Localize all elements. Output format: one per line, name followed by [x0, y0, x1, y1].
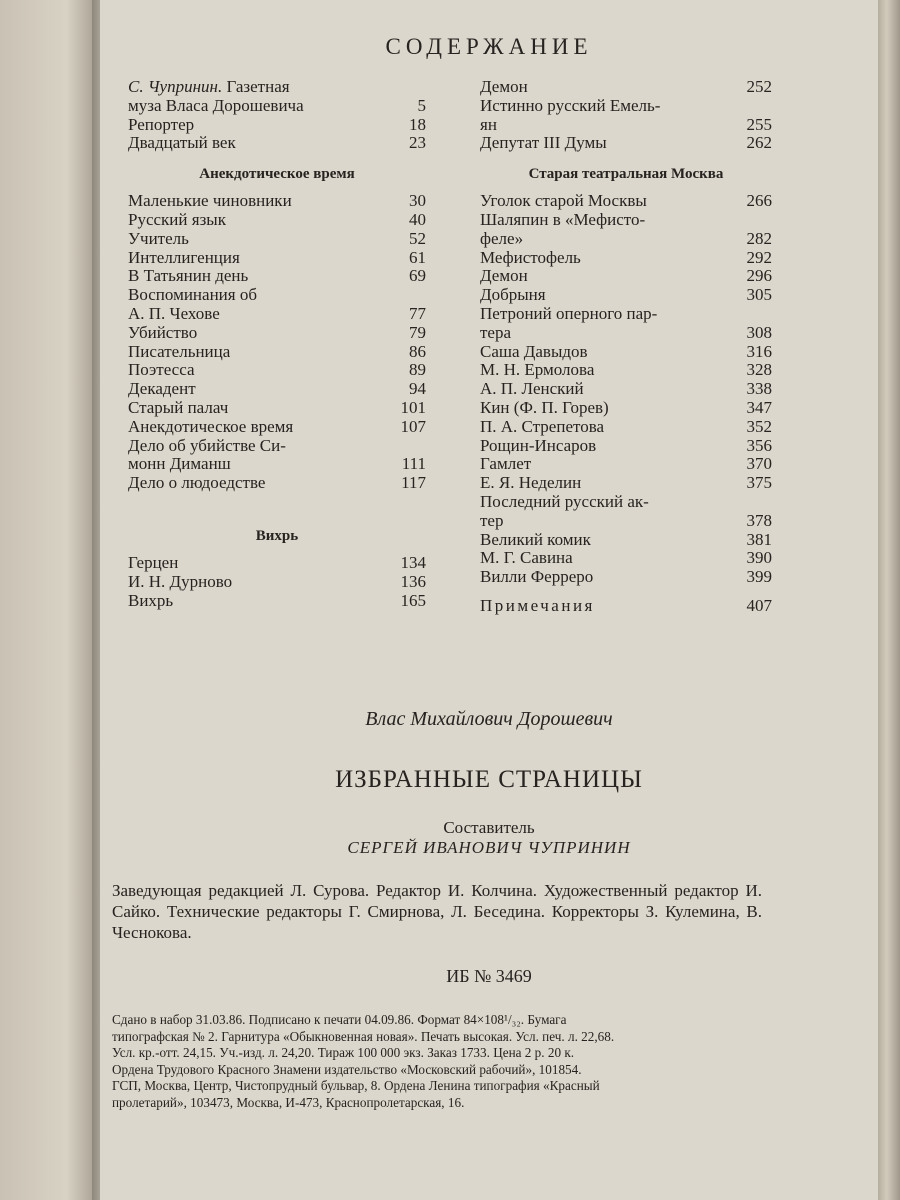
toc-entry-page: 61 [409, 247, 426, 267]
toc-entry-title: Гамлет [480, 454, 532, 474]
toc-entry [480, 343, 772, 362]
toc-entry-page: 390 [746, 548, 772, 568]
toc-entry [480, 192, 772, 211]
toc-entry-title: Вилли Ферреро [480, 567, 594, 587]
toc-entry-title: Писательница [128, 341, 231, 361]
toc-entry [480, 267, 772, 286]
toc-entry-page: 347 [746, 397, 772, 417]
toc-entry [128, 211, 426, 230]
imprint-line: Сдано в набор 31.03.86. Подписано к печати 04.09.86. Формат 84×108¹/₃₂. Бумага [112, 1012, 567, 1027]
toc-entry-title: Последний русский ак- [480, 491, 649, 511]
toc-entry-page: 282 [746, 228, 772, 248]
toc-entry-title: тер [480, 510, 504, 530]
toc-entry-title: Интеллигенция [128, 247, 240, 267]
toc-entry-title: Кин (Ф. П. Горев) [480, 397, 609, 417]
toc-entry [480, 78, 772, 97]
toc-entry-page: 352 [746, 416, 772, 436]
toc-entry-page: 111 [401, 454, 426, 474]
toc-entry-title: М. Н. Ермолова [480, 360, 595, 380]
toc-intro-group [128, 78, 426, 153]
toc-entry [480, 474, 772, 493]
toc-entry-page: 375 [746, 473, 772, 493]
toc-entry-title: Добрыня [480, 285, 546, 305]
toc-entry-page: 316 [746, 341, 772, 361]
toc-entry-title: Дело о людоедстве [128, 473, 266, 493]
toc-entry-page: 255 [746, 114, 772, 134]
toc-entry-notes [480, 597, 772, 616]
toc-entry-page: 399 [746, 567, 772, 587]
toc-entry [128, 267, 426, 286]
imprint-line: Ордена Трудового Красного Знамени издательство «Московский рабочий», 101854. [112, 1061, 582, 1077]
toc-entry-title: Шаляпин в «Мефисто- [480, 209, 646, 229]
toc-entry-page: 136 [400, 571, 426, 591]
toc-entry-page: 165 [400, 590, 426, 610]
toc-entry-author: С. Чупринин. [128, 77, 223, 96]
toc-entry-title: М. Г. Савина [480, 548, 573, 568]
toc-entry [480, 437, 772, 456]
toc-entry [128, 474, 426, 493]
imprint-line: типографская № 2. Гарнитура «Обыкновенная новая». Печать высокая. Усл. печ. л. 22,68. [112, 1028, 615, 1044]
toc-entry-page: 79 [409, 322, 426, 342]
page-stack-edge [878, 0, 900, 1200]
toc-entry [480, 134, 772, 153]
toc-entry-title: Демон [480, 266, 528, 286]
toc-entry [128, 592, 426, 611]
toc-section-anecdotal [128, 192, 426, 493]
toc-entry-title: монн Диманш [128, 454, 231, 474]
toc-entry-page: 69 [409, 266, 426, 286]
toc-entry [480, 399, 772, 418]
toc-entry-page: 252 [746, 77, 772, 96]
toc-entry-page: 52 [409, 228, 426, 248]
toc-entry [128, 286, 426, 324]
section-heading-anecdotal: Анекдотическое время [199, 166, 355, 183]
toc-entry [128, 343, 426, 362]
toc-entry-title: Убийство [128, 322, 198, 342]
toc-entry-title: Е. Я. Неделин [480, 473, 582, 493]
toc-entry-title: А. П. Чехове [128, 303, 220, 323]
toc-entry-page: 101 [400, 397, 426, 417]
toc-entry [128, 192, 426, 211]
book-page [100, 0, 878, 1200]
toc-entry-title: И. Н. Дурново [128, 571, 233, 591]
editorial-credits: Заведующая редакцией Л. Сурова. Редактор И. Колчина. Художественный редактор И. Сайко. Технические редакторы Г. Смирнова, Л. Беседина. Корректоры З. Кулемина, В. Чеснокова. [112, 881, 762, 942]
toc-entry-title: Великий комик [480, 529, 591, 549]
toc-entry [480, 211, 772, 249]
toc-entry-title: Русский язык [128, 209, 226, 229]
toc-entry-page: 5 [417, 95, 426, 115]
toc-entry-title: тера [480, 322, 512, 342]
toc-entry-page: 30 [409, 191, 426, 211]
toc-entry-title: Депутат III Думы [480, 133, 607, 153]
toc-entry [480, 361, 772, 380]
toc-entry-page: 370 [746, 454, 772, 474]
author-name: Влас Михайлович Дорошевич [365, 708, 613, 730]
toc-left-column [128, 78, 426, 610]
imprint-line: пролетарий», 103473, Москва, И-473, Краснопролетарская, 16. [112, 1094, 465, 1110]
toc-entry-title: Анекдотическое время [128, 416, 294, 436]
toc-entry [128, 324, 426, 343]
toc-entry [128, 230, 426, 249]
toc-entry-title: ян [480, 114, 497, 134]
toc-entry-page: 77 [409, 303, 426, 323]
toc-entry-title: Старый палач [128, 397, 229, 417]
toc-entry [480, 455, 772, 474]
toc-entry-page: 262 [746, 133, 772, 153]
ib-number: ИБ № 3469 [446, 966, 532, 986]
toc-entry [480, 249, 772, 268]
section-heading-whirl: Вихрь [255, 527, 299, 544]
toc-entry-title: Истинно русский Емель- [480, 95, 661, 115]
toc-entry-title: Двадцатый век [128, 133, 236, 153]
toc-entry [480, 549, 772, 568]
book-title: ИЗБРАННЫЕ СТРАНИЦЫ [335, 766, 643, 793]
toc-entry-title: Репортер [128, 114, 195, 134]
toc-entry-title: В Татьянин день [128, 266, 249, 286]
toc-entry-page: 356 [746, 435, 772, 455]
toc-entry-title: Учитель [128, 228, 189, 248]
toc-entry-title: Декадент [128, 379, 196, 399]
toc-entry [480, 305, 772, 343]
toc-entry [480, 97, 772, 135]
toc-right-intro-group [480, 78, 772, 153]
imprint-line: Усл. кр.-отт. 24,15. Уч.-изд. л. 24,20. Тираж 100 000 экз. Заказ 1733. Цена 2 р. 20 к. [112, 1045, 575, 1060]
toc-entry [128, 418, 426, 437]
toc-entry-title: Поэтесса [128, 360, 195, 380]
toc-entry-title: Рощин-Инсаров [480, 435, 597, 455]
toc-entry [480, 568, 772, 587]
toc-entry-page: 18 [409, 114, 426, 134]
toc-entry [128, 249, 426, 268]
toc-entry-page: 266 [746, 191, 772, 211]
toc-entry [128, 399, 426, 418]
toc-entry-title: Демон [480, 77, 528, 96]
toc-entry-page: 86 [409, 341, 426, 361]
toc-entry-page: 338 [746, 379, 772, 399]
contents-title: СОДЕРЖАНИЕ [385, 34, 593, 59]
toc-entry-page: 305 [746, 285, 772, 305]
toc-section-whirl [128, 554, 426, 610]
toc-entry-page: 308 [746, 322, 772, 342]
facing-page-edge [0, 0, 95, 1200]
toc-entry [128, 116, 426, 135]
toc-entry-page: 378 [746, 510, 772, 530]
toc-entry-page: 23 [409, 133, 426, 153]
toc-entry-page: 381 [746, 529, 772, 549]
toc-entry-title: феле» [480, 228, 524, 248]
toc-entry [128, 361, 426, 380]
toc-entry-page: 117 [401, 473, 426, 493]
toc-entry [480, 531, 772, 550]
toc-entry-title: С. Чупринин. Газетная [128, 77, 290, 96]
toc-entry-title: Дело об убийстве Си- [128, 435, 286, 455]
toc-section-theatre [480, 192, 772, 587]
toc-entry-title: Саша Давыдов [480, 341, 588, 361]
toc-entry-title: Мефистофель [480, 247, 581, 267]
toc-entry-title: Петроний оперного пар- [480, 303, 658, 323]
toc-entry [128, 437, 426, 475]
toc-entry [128, 380, 426, 399]
section-heading-theatre: Старая театральная Москва [528, 166, 724, 183]
toc-entry-page: 94 [409, 379, 426, 399]
toc-entry-page: 89 [409, 360, 426, 380]
toc-entry-page: 296 [746, 266, 772, 286]
toc-entry [128, 554, 426, 573]
toc-entry-page: 107 [400, 416, 426, 436]
toc-entry-page: 40 [409, 209, 426, 229]
toc-entry-title: Вихрь [128, 590, 174, 610]
toc-entry-page: 134 [400, 552, 426, 572]
toc-entry [128, 134, 426, 153]
toc-entry-title: Герцен [128, 552, 179, 572]
toc-entry-page: 292 [746, 247, 772, 267]
notes-label: Примечания [480, 595, 595, 615]
imprint-line: ГСП, Москва, Центр, Чистопрудный бульвар, 8. Ордена Ленина типография «Красный [112, 1078, 600, 1093]
compiler-label: Составитель [443, 818, 535, 837]
toc-entry [480, 286, 772, 305]
toc-entry [128, 78, 426, 116]
toc-entry-title: Воспоминания об [128, 285, 257, 305]
toc-entry-title: А. П. Ленский [480, 379, 584, 399]
compiler-name: СЕРГЕЙ ИВАНОВИЧ ЧУПРИНИН [347, 838, 631, 857]
imprint-block [112, 1012, 778, 1111]
toc-entry [480, 493, 772, 531]
toc-entry-title: Уголок старой Москвы [480, 191, 647, 211]
toc-entry-title: П. А. Стрепетова [480, 416, 605, 436]
toc-right-column [480, 78, 772, 616]
toc-entry-page: 328 [746, 360, 772, 380]
toc-entry-title: Маленькие чиновники [128, 191, 292, 211]
toc-entry-title: муза Власа Дорошевича [128, 95, 304, 115]
toc-entry [128, 573, 426, 592]
notes-page: 407 [746, 595, 772, 615]
toc-entry [480, 380, 772, 399]
toc-entry [480, 418, 772, 437]
